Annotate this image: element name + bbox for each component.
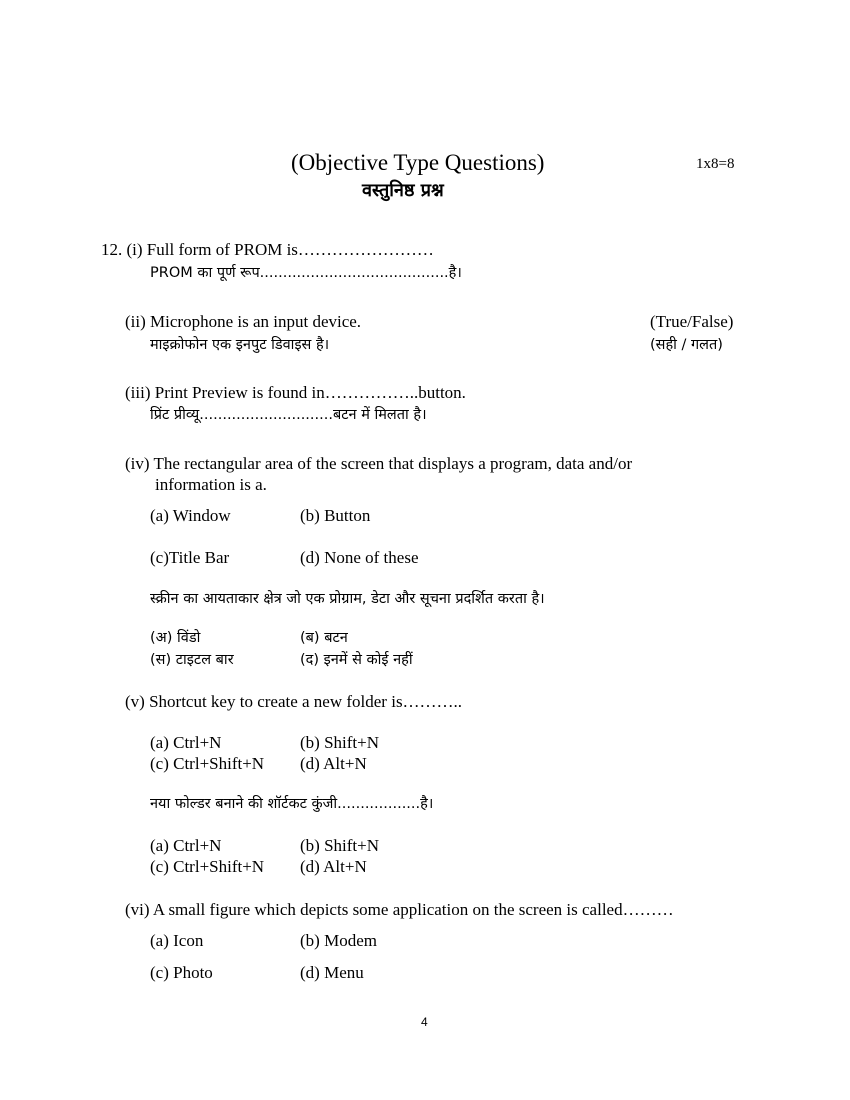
question-5-text: (v) Shortcut key to create a new folder is……….. xyxy=(125,692,463,711)
question-3-hindi: प्रिंट प्रीव्यू.............................बटन में मिलता है। xyxy=(150,407,427,423)
question-4-hindi-option-a: (अ) विंडो xyxy=(150,630,201,646)
question-4-hindi: स्क्रीन का आयताकार क्षेत्र जो एक प्रोग्राम, डेटा और सूचना प्रदर्शित करता है। xyxy=(150,591,545,607)
question-5-hindi: नया फोल्डर बनाने की शॉर्टकट कुंजी..................है। xyxy=(150,796,434,812)
question-6-text: (vi) A small figure which depicts some application on the screen is called……… xyxy=(125,900,674,919)
marks-label: 1x8=8 xyxy=(696,156,735,172)
question-5-hindi-option-d: (d) Alt+N xyxy=(300,857,367,876)
question-1-hindi: PROM का पूर्ण रूप.........................................है। xyxy=(150,265,462,281)
question-5-option-d: (d) Alt+N xyxy=(300,754,367,773)
page-number: 4 xyxy=(421,1015,428,1029)
question-4-hindi-option-b: (ब) बटन xyxy=(300,630,348,646)
question-6-option-d: (d) Menu xyxy=(300,963,364,982)
question-6-option-a: (a) Icon xyxy=(150,931,204,950)
question-4-hindi-option-c: (स) टाइटल बार xyxy=(150,652,234,668)
question-5-option-c: (c) Ctrl+Shift+N xyxy=(150,754,265,773)
question-1-text: 12. (i) Full form of PROM is…………………… xyxy=(101,240,434,259)
question-4-option-c: (c)Title Bar xyxy=(150,548,230,567)
question-5-option-b: (b) Shift+N xyxy=(300,733,379,752)
question-4-text-line1: (iv) The rectangular area of the screen that displays a program, data and/or xyxy=(125,454,633,473)
question-4-text-line2: information is a. xyxy=(155,475,267,494)
question-4-option-a: (a) Window xyxy=(150,506,231,525)
question-4-hindi-option-d: (द) इनमें से कोई नहीं xyxy=(300,652,413,668)
question-5-hindi-option-a: (a) Ctrl+N xyxy=(150,836,222,855)
question-2-hindi: माइक्रोफोन एक इनपुट डिवाइस है। xyxy=(150,337,330,353)
question-5-hindi-option-b: (b) Shift+N xyxy=(300,836,379,855)
question-4-option-d: (d) None of these xyxy=(300,548,419,567)
section-title: (Objective Type Questions) xyxy=(291,150,545,175)
question-5-option-a: (a) Ctrl+N xyxy=(150,733,222,752)
question-5-hindi-option-c: (c) Ctrl+Shift+N xyxy=(150,857,265,876)
hindi-section-title: वस्तुनिष्ठ प्रश्न xyxy=(362,180,444,201)
question-2-text: (ii) Microphone is an input device. xyxy=(125,312,362,331)
question-2-hindi-true-false: (सही / गलत) xyxy=(650,337,723,353)
question-2-true-false: (True/False) xyxy=(650,312,734,331)
question-4-option-b: (b) Button xyxy=(300,506,371,525)
question-6-option-c: (c) Photo xyxy=(150,963,213,982)
question-6-option-b: (b) Modem xyxy=(300,931,377,950)
question-3-text: (iii) Print Preview is found in……………..button. xyxy=(125,383,466,402)
